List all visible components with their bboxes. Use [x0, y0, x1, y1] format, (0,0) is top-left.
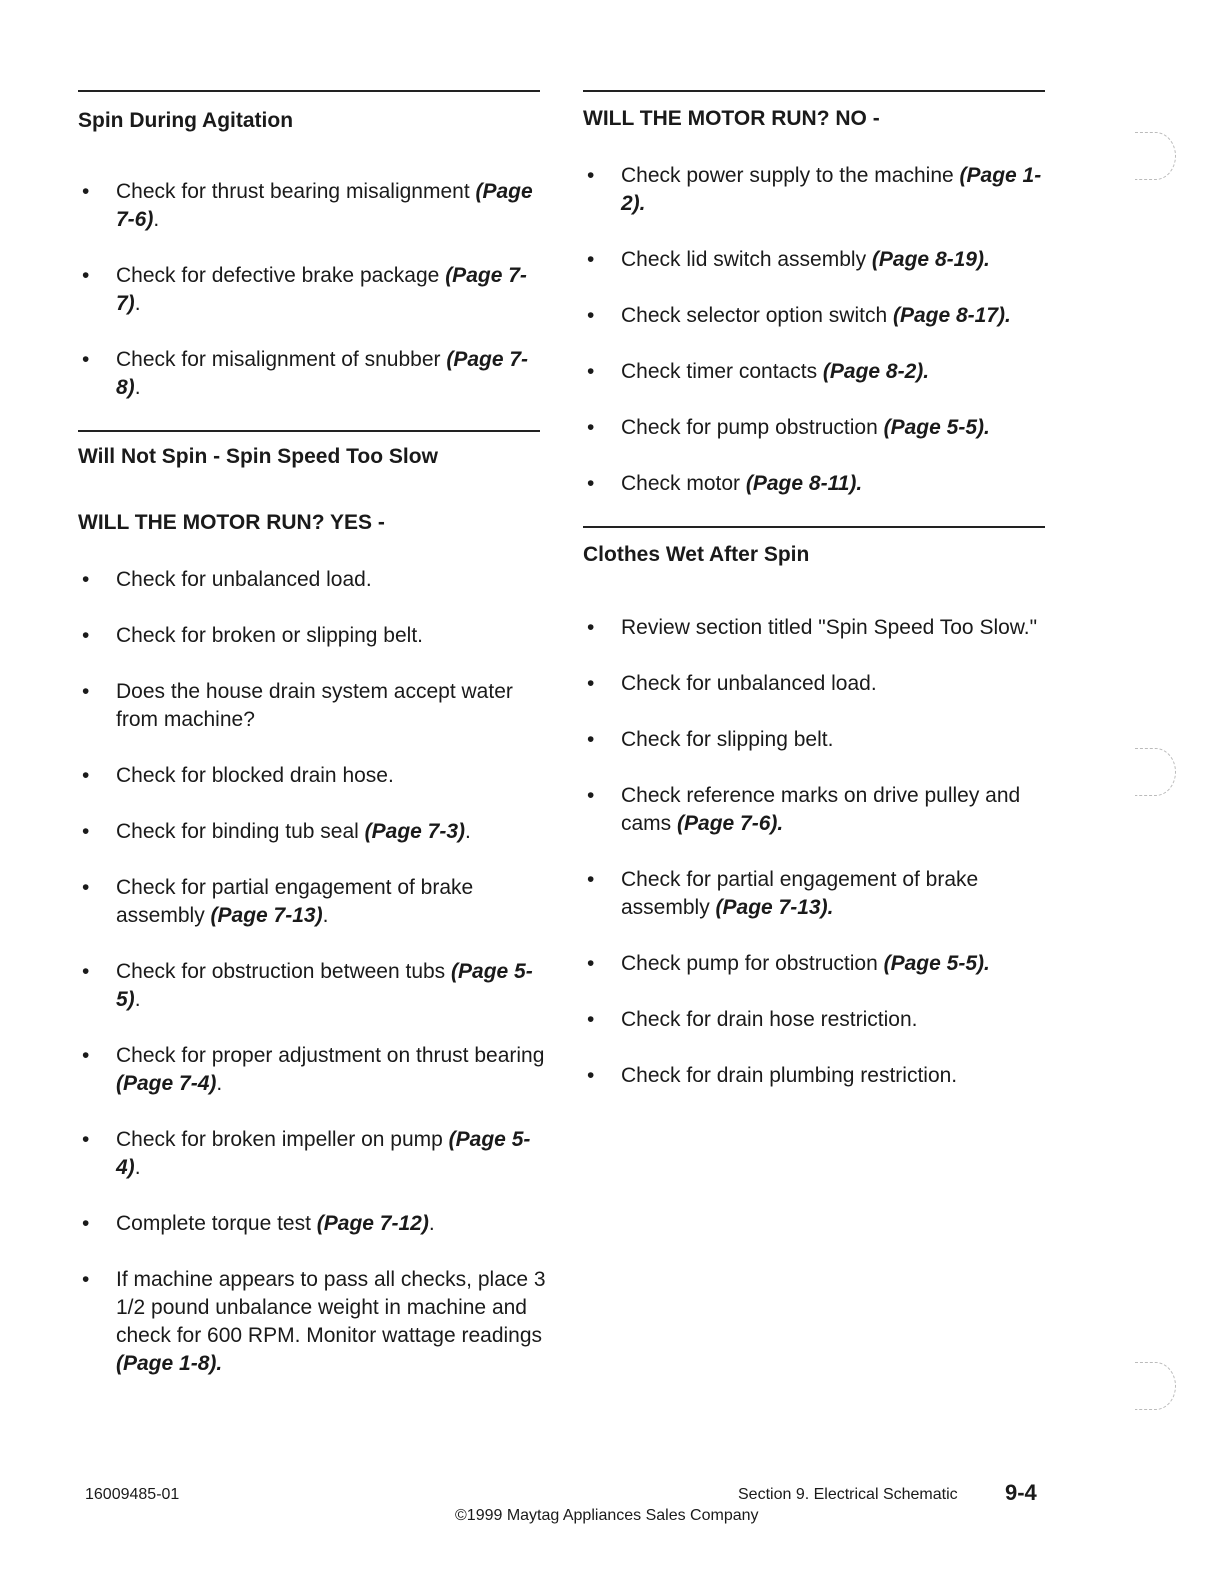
section-heading-clothes-wet: Clothes Wet After Spin: [583, 543, 810, 566]
bullet-icon: •: [82, 1044, 90, 1067]
list-item: • Check for slipping belt.: [583, 726, 1053, 754]
page-reference: (Page 7-6).: [677, 812, 784, 835]
bullet-icon: •: [587, 868, 595, 891]
bullet-icon: •: [82, 348, 90, 371]
list-item: • Check pump for obstruction (Page 5-5).: [583, 950, 1053, 978]
list-item: • Check for binding tub seal (Page 7-3).: [78, 818, 548, 846]
page-reference: (Page 7-13).: [715, 896, 834, 919]
list-item: • Does the house drain system accept water from machine?: [82, 680, 513, 731]
list-item: • Check for unbalanced load.: [583, 670, 1053, 698]
page-reference: (Page 5-5).: [883, 952, 990, 975]
list-item: • Check for broken or slipping belt.: [78, 622, 548, 650]
list-item: • Check for broken impeller on pump (Page 5-4).: [82, 1128, 531, 1179]
bullet-icon: •: [82, 960, 90, 983]
bullet-icon: •: [587, 784, 595, 807]
subheading-motor-run-yes: WILL THE MOTOR RUN? YES -: [78, 511, 385, 534]
page-reference: (Page 5-4): [116, 1128, 531, 1179]
bullet-icon: •: [82, 1268, 90, 1291]
bullet-icon: •: [587, 616, 595, 639]
copyright: ©1999 Maytag Appliances Sales Company: [455, 1507, 759, 1524]
list-item: • Check for unbalanced load.: [78, 566, 548, 594]
binder-hole-mark: [1135, 748, 1176, 796]
bullet-icon: •: [82, 820, 90, 843]
binder-hole-mark: [1135, 132, 1176, 180]
left-column: [78, 90, 548, 1406]
bullet-icon: •: [82, 624, 90, 647]
list-item: • Check for drain hose restriction.: [583, 1006, 1053, 1034]
list-item: • Check for misalignment of snubber (Page 7-8).: [82, 348, 529, 399]
document-number: 16009485-01: [85, 1486, 180, 1503]
page-number: 9-4: [1005, 1480, 1037, 1505]
page-reference: (Page 7-13): [210, 904, 323, 927]
page-reference: (Page 7-12): [316, 1212, 429, 1235]
section-heading-spin-during-agitation: Spin During Agitation: [78, 109, 294, 132]
page-reference: (Page 1-2).: [621, 164, 1042, 215]
section-heading-will-not-spin: Will Not Spin - Spin Speed Too Slow: [78, 445, 438, 468]
bullet-icon: •: [587, 164, 595, 187]
page-reference: (Page 8-2).: [822, 360, 930, 383]
section-divider: [78, 430, 540, 432]
list-item: • Complete torque test (Page 7-12).: [78, 1210, 548, 1238]
bullet-icon: •: [587, 1008, 595, 1031]
bullet-icon: •: [587, 672, 595, 695]
list-item: • Check for drain plumbing restriction.: [583, 1062, 1053, 1090]
list-item: • Check for partial engagement of brake assembly (Page 7-13).: [587, 868, 979, 919]
bullet-icon: •: [82, 180, 90, 203]
binder-hole-mark: [1135, 1362, 1176, 1410]
page-reference: (Page 7-3): [364, 820, 466, 843]
page-reference: (Page 7-6): [116, 180, 533, 231]
bullet-icon: •: [587, 952, 595, 975]
list-item: • Check timer contacts (Page 8-2).: [583, 358, 1053, 386]
page-reference: (Page 5-5): [116, 960, 533, 1011]
section-divider: [583, 526, 1045, 528]
list-item: • Check motor (Page 8-11).: [583, 470, 1053, 498]
footer-section-title: Section 9. Electrical Schematic: [738, 1486, 958, 1503]
bullet-icon: •: [587, 416, 595, 439]
list-item: • Check reference marks on drive pulley and cams (Page 7-6).: [587, 784, 1021, 835]
list-item: • If machine appears to pass all checks, place 3 1/2 pound unbalance weight in machine and check for 600 RPM. Monitor wattage readings (Page 1-8).: [82, 1268, 546, 1375]
page-reference: (Page 7-7): [116, 264, 527, 315]
section-divider: [583, 90, 1045, 92]
list-item: • Check for partial engagement of brake assembly (Page 7-13).: [82, 876, 474, 927]
list-item: • Check for thrust bearing misalignment (Page 7-6).: [82, 180, 533, 231]
right-column: [583, 90, 1053, 1118]
bullet-icon: •: [82, 764, 90, 787]
bullet-icon: •: [82, 1128, 90, 1151]
list-item: • Check lid switch assembly (Page 8-19).: [583, 246, 1053, 274]
bullet-icon: •: [587, 248, 595, 271]
list-item: • Review section titled "Spin Speed Too Slow.": [583, 614, 1053, 642]
section-heading-motor-run-no: WILL THE MOTOR RUN? NO -: [583, 107, 880, 130]
list-item: • Check power supply to the machine (Page 1-2).: [587, 164, 1042, 215]
list-item: • Check for obstruction between tubs (Page 5-5).: [82, 960, 533, 1011]
list-spin-during-agitation: [78, 178, 548, 402]
bullet-icon: •: [82, 876, 90, 899]
page-reference: (Page 8-11).: [745, 472, 863, 495]
list-item: • Check for defective brake package (Page 7-7).: [82, 264, 527, 315]
bullet-icon: •: [587, 304, 595, 327]
page-reference: (Page 7-8): [116, 348, 529, 399]
page-reference: (Page 5-5).: [883, 416, 990, 439]
bullet-icon: •: [82, 568, 90, 591]
list-will-not-spin: [78, 566, 548, 1378]
section-divider: [78, 90, 540, 92]
list-item: • Check for pump obstruction (Page 5-5).: [583, 414, 1053, 442]
bullet-icon: •: [587, 728, 595, 751]
list-motor-run-no: [583, 162, 1053, 498]
bullet-icon: •: [82, 1212, 90, 1235]
list-item: • Check for blocked drain hose.: [78, 762, 548, 790]
page-reference: (Page 8-17).: [892, 304, 1011, 327]
bullet-icon: •: [587, 360, 595, 383]
list-clothes-wet: [583, 614, 1053, 1090]
bullet-icon: •: [82, 264, 90, 287]
list-item: • Check selector option switch (Page 8-17).: [583, 302, 1053, 330]
bullet-icon: •: [587, 472, 595, 495]
bullet-icon: •: [587, 1064, 595, 1087]
page-reference: (Page 7-4): [116, 1072, 217, 1095]
list-item: • Check for proper adjustment on thrust bearing (Page 7-4).: [82, 1044, 545, 1095]
page-reference: (Page 1-8).: [116, 1352, 223, 1375]
bullet-icon: •: [82, 680, 90, 703]
page-reference: (Page 8-19).: [871, 248, 990, 271]
